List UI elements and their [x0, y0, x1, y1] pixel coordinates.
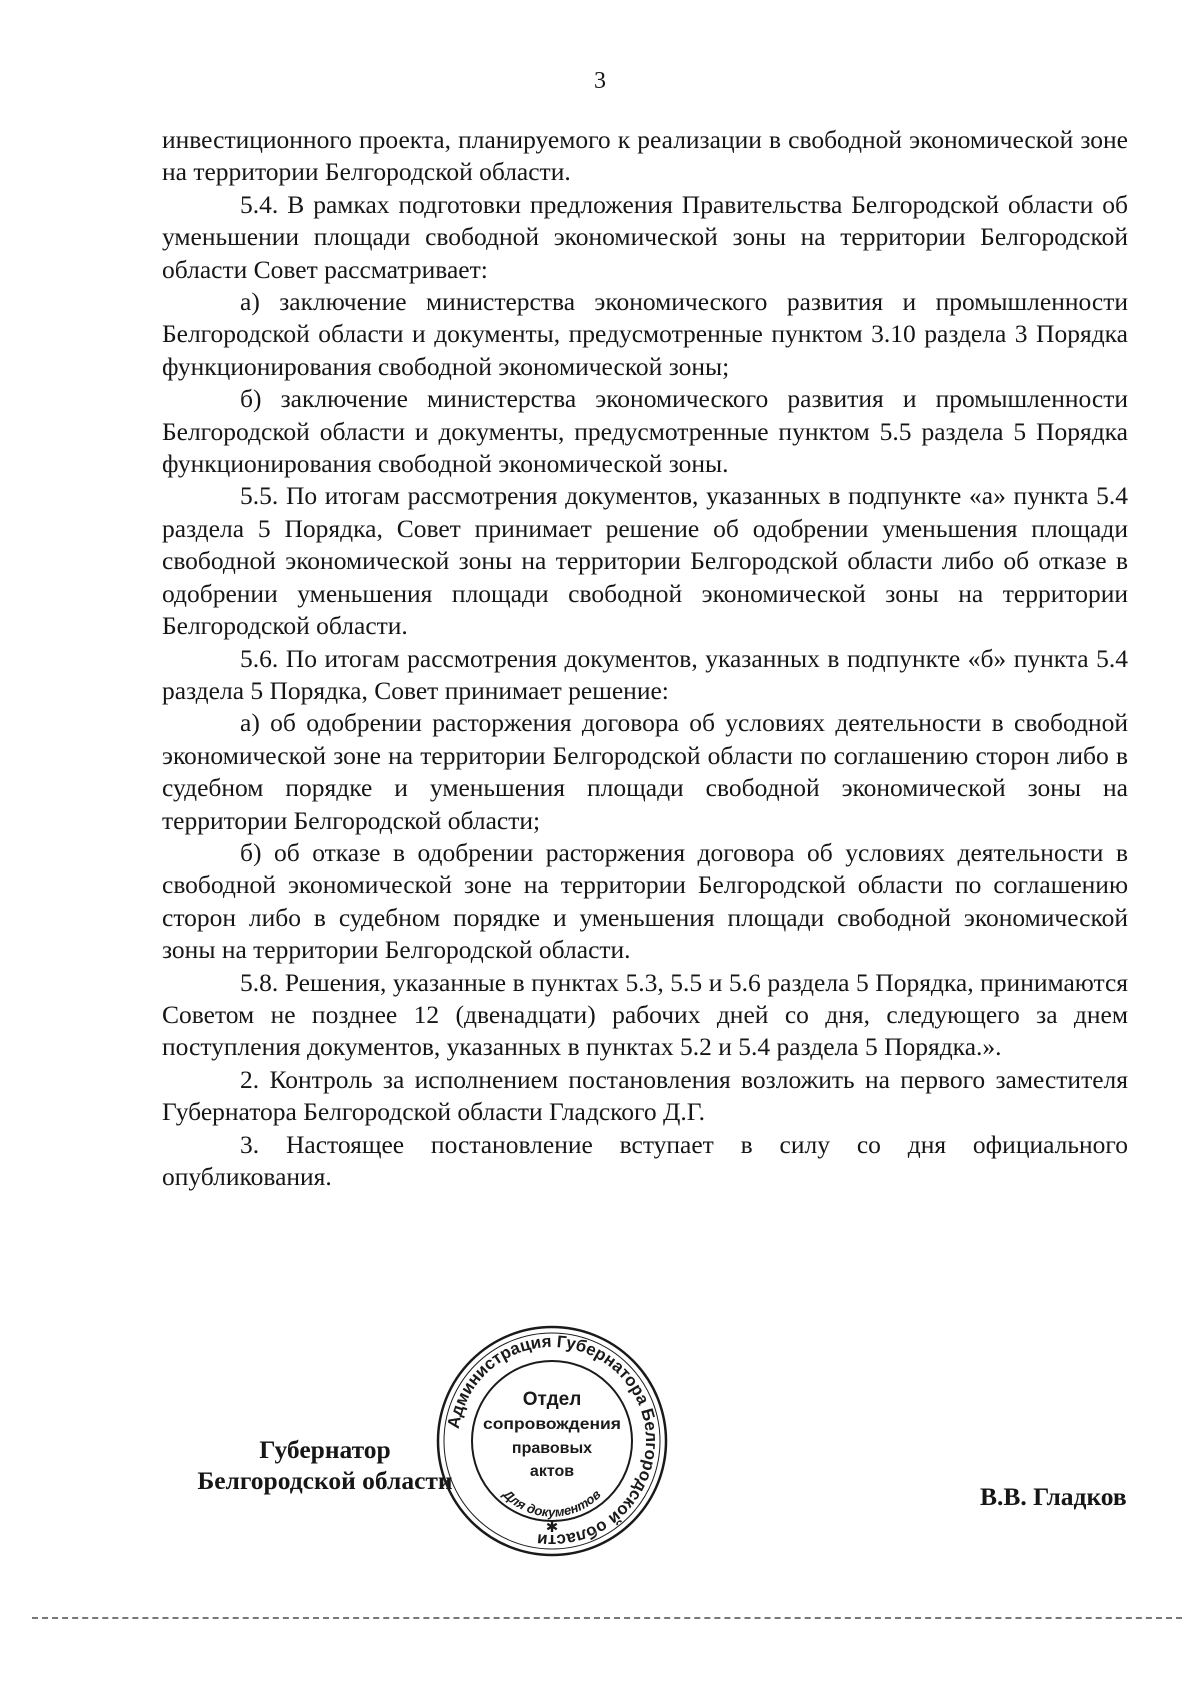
- paragraph-5-6-a: а) об одобрении расторжения договора об условиях деятельности в свободной экономической зоне на территории Белгородской области по соглашению сторон либо в судебном порядке и уменьшения площади свободной экономической зоны на территории Белгородской области;: [162, 708, 1128, 835]
- signatory-title-line1: Губернатор: [259, 1435, 391, 1464]
- stamp-center-line4: актов: [529, 1463, 575, 1480]
- page-bottom-divider: [32, 1617, 1182, 1619]
- stamp-center-line1: Отдел: [522, 1389, 582, 1410]
- paragraph-5-5: 5.5. По итогам рассмотрения документов, указанных в подпункте «а» пункта 5.4 раздела 5 Порядка, Совет принимает решение об одобрении уменьшения площади свободной экономической зоны на территории Белгородской области либо об отказе в одобрении уменьшения площади свободной экономической зоны на территории Белгородской области.: [162, 481, 1128, 641]
- paragraph-5-8: 5.8. Решения, указанные в пунктах 5.3, 5.5 и 5.6 раздела 5 Порядка, принимаются Советом не позднее 12 (двенадцати) рабочих дней со дня, следующего за днем поступления документов, указанных в пунктах 5.2 и 5.4 раздела 5 Порядка.».: [162, 967, 1128, 1062]
- paragraph-5-6-b: б) об отказе в одобрении расторжения договора об условиях деятельности в свободной экономической зоне на территории Белгородской области по соглашению сторон либо в судебном порядке и уменьшения площади свободной экономической зоны на территории Белгородской области.: [162, 837, 1128, 965]
- paragraph-5-6: 5.6. По итогам рассмотрения документов, указанных в подпункте «б» пункта 5.4 раздела 5 Порядка, Совет принимает решение:: [162, 643, 1128, 705]
- signatory-title: [196, 1434, 454, 1496]
- paragraph-5-4-a: а) заключение министерства экономического развития и промышленности Белгородской области и документы, предусмотренные пунктом 3.10 раздела 3 Порядка функционирования свободной экономической зоны;: [162, 287, 1128, 381]
- document-body: [162, 124, 1128, 1193]
- signatory-title-line2: Белгородской области: [197, 1466, 453, 1495]
- paragraph-2: 2. Контроль за исполнением постановления возложить на первого заместителя Губернатора Белгородской области Гладского Д.Г.: [162, 1064, 1128, 1127]
- paragraph-continuation: инвестиционного проекта, планируемого к реализации в свободной экономической зоне на территории Белгородской области.: [162, 125, 1128, 187]
- paragraph-3: 3. Настоящее постановление вступает в силу со дня официального опубликования.: [162, 1129, 1128, 1191]
- official-stamp: [434, 1323, 670, 1559]
- paragraph-5-4: 5.4. В рамках подготовки предложения Правительства Белгородской области об уменьшении площади свободной экономической зоны на территории Белгородской области Совет рассматривает:: [162, 189, 1128, 284]
- stamp-ring-text: Администрация Губернатора Белгородской области: [443, 1331, 662, 1551]
- stamp-center-line3: правовых: [511, 1440, 593, 1457]
- signatory-name: В.В. Гладков: [980, 1482, 1127, 1511]
- stamp-center-line2: сопровождения: [483, 1416, 621, 1433]
- page-number: 3: [594, 68, 606, 94]
- paragraph-5-4-b: б) заключение министерства экономического развития и промышленности Белгородской области и документы, предусмотренные пунктом 5.5 раздела 5 Порядка функционирования свободной экономической зоны.: [162, 384, 1128, 479]
- stamp-star-icon: ✱: [545, 1518, 559, 1536]
- stamp-lower-text: Для документов: [500, 1486, 604, 1520]
